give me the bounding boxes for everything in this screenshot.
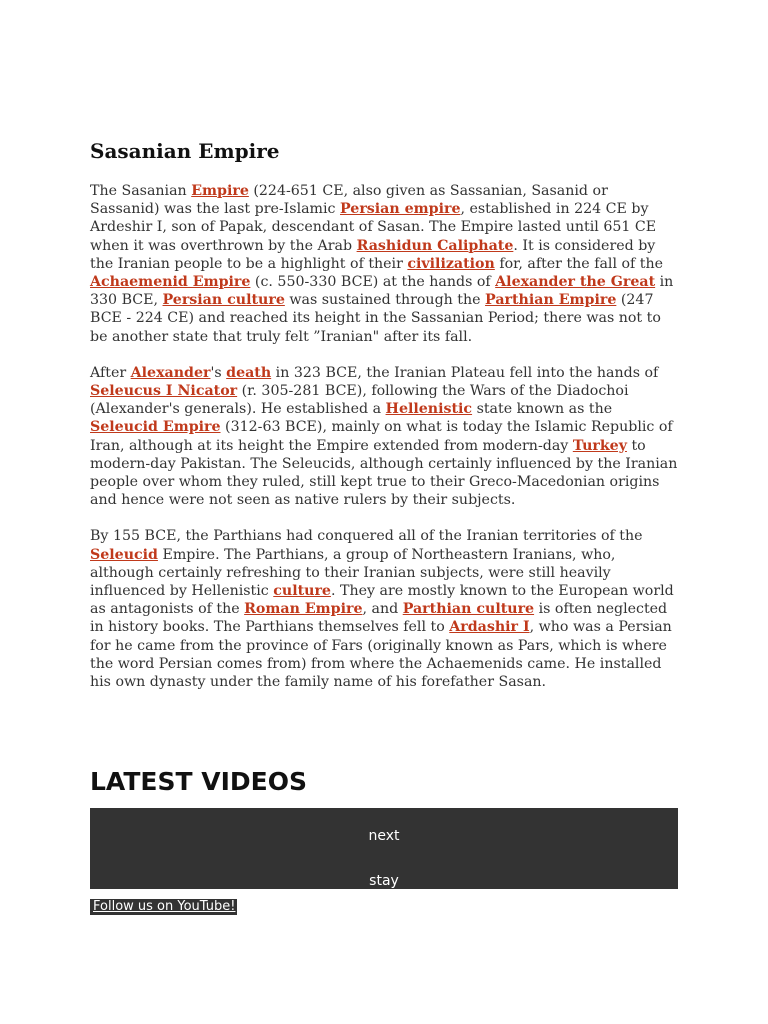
article-link[interactable]: Alexander — [130, 364, 211, 381]
paragraph-1 — [90, 182, 680, 346]
paragraph-text: . It is considered by the Iranian people to be a highlight of their — [90, 237, 656, 272]
paragraph-text: Empire. The Parthians, a group of Northeastern Iranians, who, although certainly refreshing to their Iranian subjects, were still heavily influenced by Hellenistic — [90, 546, 616, 600]
video-stay-label[interactable]: stay — [369, 873, 399, 889]
article-link[interactable]: Hellenistic — [385, 401, 473, 418]
paragraph-text: was sustained through the — [284, 292, 486, 309]
paragraph-text: to modern-day Pakistan. The Seleucids, although certainly influenced by the Iranian people over whom they ruled, still kept true to their Greco-Macedonian origins and hence were not seen as native rulers by their subjects. — [90, 437, 678, 509]
paragraph-text: . They are mostly known to the European world as antagonists of the — [90, 583, 674, 618]
article-link[interactable]: Seleucid Empire — [90, 419, 221, 436]
paragraph-text: (224-651 CE, also given as Sassanian, Sasanid or Sassanid) was the last pre-Islamic — [90, 183, 608, 218]
paragraph-text: in 323 BCE, the Iranian Plateau fell into the hands of — [271, 364, 659, 381]
video-player[interactable] — [90, 808, 678, 889]
article-link[interactable]: Parthian Empire — [485, 292, 617, 309]
video-next-label[interactable]: next — [368, 828, 400, 844]
paragraph-text: state known as the — [472, 401, 613, 418]
follow-youtube-link[interactable]: Follow us on YouTube! — [90, 899, 237, 915]
article-link[interactable]: Ardashir I — [449, 619, 530, 636]
article-link[interactable]: civilization — [407, 255, 495, 272]
article — [90, 137, 680, 709]
article-link[interactable]: Parthian culture — [402, 601, 535, 618]
article-link[interactable]: Achaemenid Empire — [90, 274, 251, 291]
paragraph-text: (r. 305-281 BCE), following the Wars of the Diadochoi (Alexander's generals). He established a — [90, 383, 629, 418]
article-title: Sasanian Empire — [90, 139, 280, 163]
paragraph-text: (247 BCE - 224 CE) and reached its height in the Sassanian Period; there was not to be another state that truly felt ”Iranian" after its fall. — [90, 292, 661, 345]
latest-videos-heading: LATEST VIDEOS — [90, 767, 307, 796]
article-link[interactable]: Persian culture — [162, 292, 285, 309]
paragraph-3 — [90, 527, 680, 691]
paragraph-text: (312-63 BCE), mainly on what is today the Islamic Republic of Iran, although at its height the Empire extended from modern-day — [90, 419, 673, 454]
article-link[interactable]: Empire — [191, 183, 249, 199]
paragraph-text: (c. 550-330 BCE) at the hands of — [250, 274, 496, 291]
article-link[interactable]: Turkey — [572, 437, 627, 454]
paragraph-text: , and — [362, 601, 403, 618]
article-link[interactable]: Persian empire — [340, 201, 461, 218]
paragraph-text: 's — [210, 364, 227, 381]
paragraph-text: By 155 BCE, the Parthians had conquered all of the Iranian territories of the — [90, 528, 643, 545]
paragraph-text: , established in 224 CE by Ardeshir I, son of Papak, descendant of Sasan. The Empire lasted until 651 CE when it was overthrown by the Arab — [90, 201, 657, 254]
paragraph-text: , who was a Persian for he came from the province of Fars (originally known as Pars, which is where the word Persian comes from) from where the Achaemenids came. He installed his own dynasty under the family name of his forefather Sasan. — [90, 619, 672, 691]
paragraph-2 — [90, 364, 680, 510]
paragraph-text: After — [90, 364, 131, 381]
paragraph-text: is often neglected in history books. The Parthians themselves fell to — [90, 601, 668, 636]
article-link[interactable]: Seleucus I Nicator — [90, 383, 238, 400]
article-link[interactable]: death — [226, 364, 272, 381]
article-link[interactable]: Rashidun Caliphate — [356, 237, 514, 254]
paragraph-text: The Sasanian — [90, 183, 192, 199]
article-link[interactable]: culture — [273, 583, 331, 600]
article-link[interactable]: Alexander the Great — [495, 274, 656, 291]
article-link[interactable]: Seleucid — [90, 546, 158, 563]
article-link[interactable]: Roman Empire — [244, 601, 363, 618]
paragraph-text: in 330 BCE, — [90, 274, 674, 309]
paragraph-text: for, after the fall of the — [494, 255, 664, 272]
